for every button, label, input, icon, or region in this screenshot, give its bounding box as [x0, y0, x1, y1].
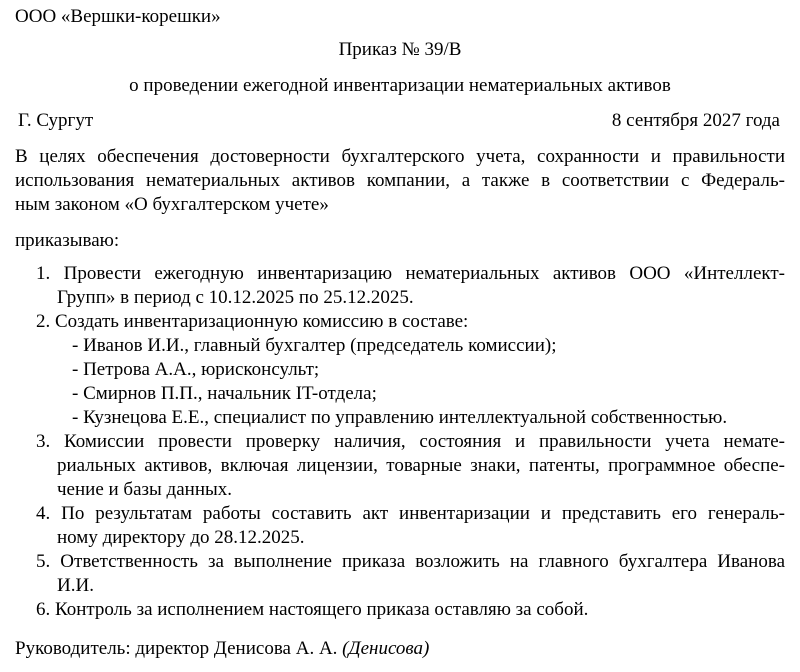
item-line: 5. Ответственность за выполнение приказа возложить на главного бухгалтера Иванова	[36, 551, 785, 572]
order-subject: о проведении ежегодной инвентаризации нематериальных активов	[129, 75, 671, 96]
handwritten-signature: (Денисова)	[342, 638, 430, 659]
item-line: 1. Провести ежегодную инвентаризацию нематериальных активов ООО «Интеллект-	[36, 263, 785, 284]
item-line: ному директору до 28.12.2025.	[57, 527, 305, 548]
signature-block	[15, 637, 429, 661]
item-line: 3. Комиссии провести проверку наличия, состояния и правильности учета немате-	[36, 431, 785, 452]
item-line: чение и базы данных.	[57, 479, 232, 500]
order-item-3	[36, 430, 785, 502]
order-item-6	[36, 598, 785, 622]
item-line: Групп» в период с 10.12.2025 по 25.12.2025.	[57, 287, 414, 308]
order-item-2	[36, 310, 785, 430]
item-line: 4. По результатам работы составить акт инвентаризации и представить его генераль-	[36, 503, 785, 524]
preamble-line: использования нематериальных активов компании, а также в соответствии с Федераль-	[15, 170, 785, 191]
signature-label: Руководитель: директор Денисова А. А.	[15, 638, 338, 659]
place-and-date	[18, 109, 780, 133]
commission-member: - Иванов И.И., главный бухгалтер (председатель комиссии);	[72, 335, 557, 356]
decree-word: приказываю:	[15, 230, 120, 251]
item-line: И.И.	[57, 575, 94, 596]
order-items-list	[36, 262, 785, 622]
order-item-5	[36, 550, 785, 598]
order-item-1	[36, 262, 785, 310]
organization-name: ООО «Вершки-корешки»	[15, 6, 221, 27]
commission-member: - Кузнецова Е.Е., специалист по управлению интеллектуальной собственностью.	[72, 407, 728, 428]
city: Г. Сургут	[18, 110, 94, 131]
preamble	[15, 145, 785, 217]
order-date: 8 сентября 2027 года	[611, 110, 780, 131]
order-title: Приказ № 39/В	[338, 39, 462, 60]
order-item-4	[36, 502, 785, 550]
preamble-line: В целях обеспечения достоверности бухгалтерского учета, сохранности и правильности	[15, 146, 785, 167]
item-line: 6. Контроль за исполнением настоящего приказа оставляю за собой.	[36, 599, 589, 620]
commission-member: - Петрова А.А., юрисконсульт;	[72, 359, 320, 380]
commission-member: - Смирнов П.П., начальник IT-отдела;	[72, 383, 377, 404]
item-line: риальных активов, включая лицензии, товарные знаки, патенты, программное обеспе-	[57, 455, 785, 476]
preamble-line: ным законом «О бухгалтерском учете»	[15, 194, 329, 215]
item-line: 2. Создать инвентаризационную комиссию в составе:	[36, 311, 469, 332]
